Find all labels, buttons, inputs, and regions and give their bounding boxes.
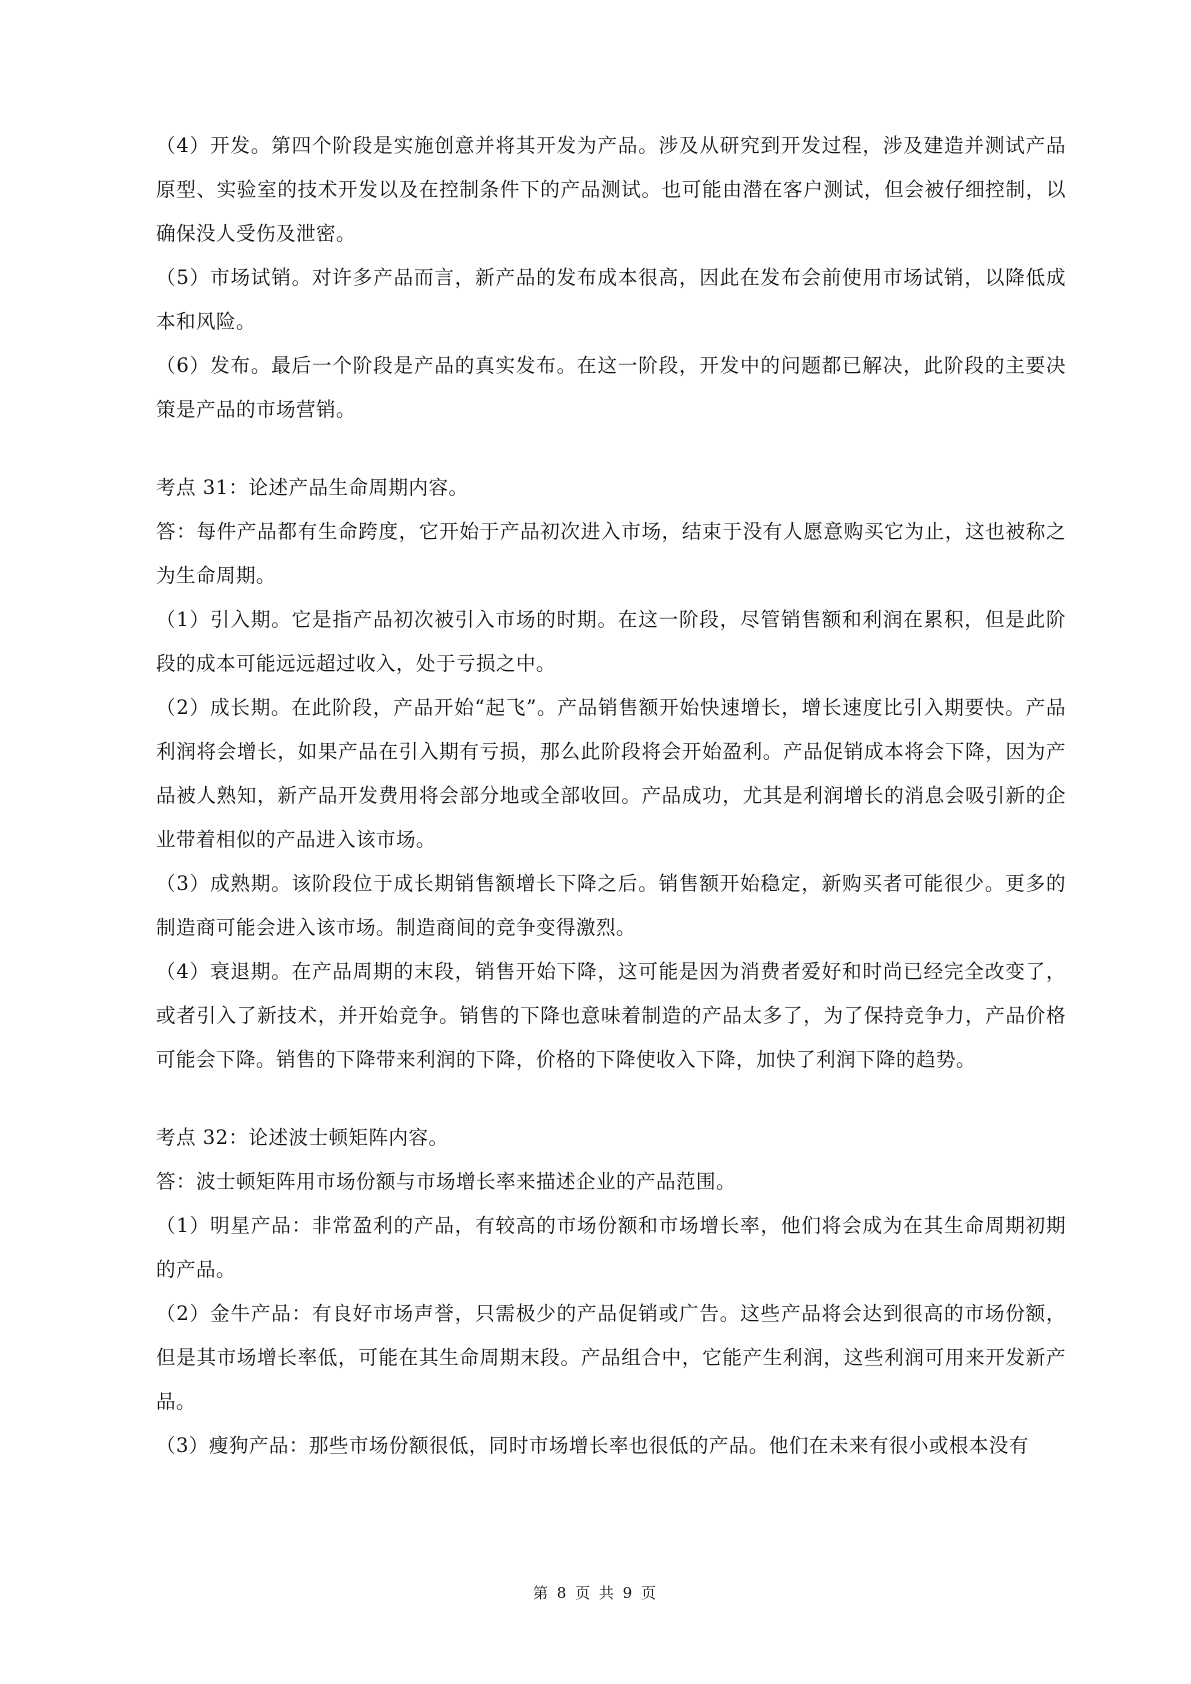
section-31-answer: 答：每件产品都有生命跨度，它开始于产品初次进入市场，结束于没有人愿意购买它为止，这也被称之为生命周期。 <box>156 520 1066 587</box>
section-32-answer: 答：波士顿矩阵用市场份额与市场增长率来描述企业的产品范围。 <box>156 1170 737 1193</box>
page-content <box>156 124 1066 1468</box>
section-gap <box>156 432 1066 466</box>
paragraph-cash-cow-products: （2）金牛产品：有良好市场声誉，只需极少的产品促销或广告。这些产品将会达到很高的市场份额，但是其市场增长率低，可能在其生命周期末段。产品组合中，它能产生利润，这些利润可用来开发新产品。 <box>156 1302 1066 1413</box>
paragraph-launch: （6）发布。最后一个阶段是产品的真实发布。在这一阶段，开发中的问题都已解决，此阶段的主要决策是产品的市场营销。 <box>156 354 1066 421</box>
section-32-title: 考点 32：论述波士顿矩阵内容。 <box>156 1126 449 1149</box>
paragraph-decline-stage: （4）衰退期。在产品周期的末段，销售开始下降，这可能是因为消费者爱好和时尚已经完全改变了，或者引入了新技术，并开始竞争。销售的下降也意味着制造的产品太多了，为了保持竞争力，产品价格可能会下降。销售的下降带来利润的下降，价格的下降使收入下降，加快了利润下降的趋势。 <box>156 960 1066 1071</box>
paragraph-dog-products: （3）瘦狗产品：那些市场份额很低，同时市场增长率也很低的产品。他们在未来有很小或根本没有 <box>156 1434 1029 1457</box>
paragraph-introduction-stage: （1）引入期。它是指产品初次被引入市场的时期。在这一阶段，尽管销售额和利润在累积，但是此阶段的成本可能远远超过收入，处于亏损之中。 <box>156 608 1066 675</box>
paragraph-maturity-stage: （3）成熟期。该阶段位于成长期销售额增长下降之后。销售额开始稳定，新购买者可能很少。更多的制造商可能会进入该市场。制造商间的竞争变得激烈。 <box>156 872 1066 939</box>
page-footer: 第 8 页 共 9 页 <box>533 1584 658 1602</box>
paragraph-test-marketing: （5）市场试销。对许多产品而言，新产品的发布成本很高，因此在发布会前使用市场试销，以降低成本和风险。 <box>156 266 1066 333</box>
paragraph-development: （4）开发。第四个阶段是实施创意并将其开发为产品。涉及从研究到开发过程，涉及建造并测试产品原型、实验室的技术开发以及在控制条件下的产品测试。也可能由潜在客户测试，但会被仔细控制，以确保没人受伤及泄密。 <box>156 134 1066 245</box>
paragraph-growth-stage: （2）成长期。在此阶段，产品开始“起飞”。产品销售额开始快速增长，增长速度比引入期要快。产品利润将会增长，如果产品在引入期有亏损，那么此阶段将会开始盈利。产品促销成本将会下降，因为产品被人熟知，新产品开发费用将会部分地或全部收回。产品成功，尤其是利润增长的消息会吸引新的企业带着相似的产品进入该市场。 <box>156 696 1066 851</box>
section-31-title: 考点 31：论述产品生命周期内容。 <box>156 476 469 499</box>
section-gap <box>156 1082 1066 1116</box>
paragraph-star-products: （1）明星产品：非常盈利的产品，有较高的市场份额和市场增长率，他们将会成为在其生命周期初期的产品。 <box>156 1214 1066 1281</box>
